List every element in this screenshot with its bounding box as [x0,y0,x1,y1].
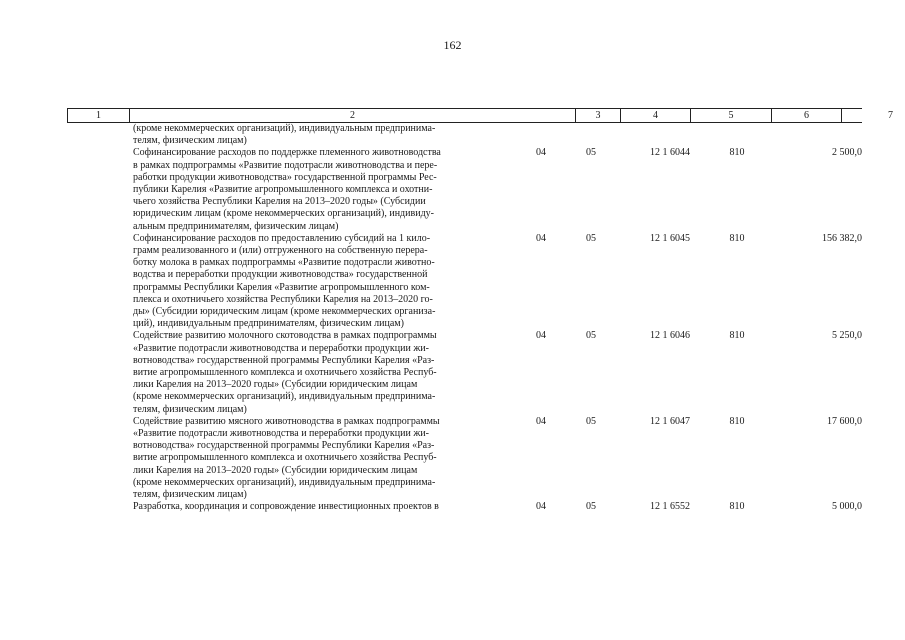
table-header [67,108,893,123]
header-col-2: 2 [129,109,575,122]
row-subsection-code: 05 [586,330,596,342]
row-amount: 156 382,0 [822,232,862,244]
row-description: (кроме некоммерческих организаций), индивидуальным предпринима- телям, физическим лицам) [133,123,436,147]
table-row [67,233,862,331]
table-row [67,123,862,147]
row-target-code: 12 1 6046 [650,330,690,342]
row-description: Софинансирование расходов по поддержке племенного животноводства в рамках подпрограммы «Развитие подотрасли животноводства и пере- работки продукции животноводства» государственной программы Рес- публики Карелия «Развитие агропромышленного комплекса и охотни- чьего хозяйства Республики Карелия на 2013–2020 годы» (Субсидии юридическим лицам (кроме некоммерческих организаций), индивиду- альным предпринимателям, физическим лицам) [133,147,441,232]
row-section-code: 04 [536,232,546,244]
row-section-code: 04 [536,330,546,342]
budget-table [67,108,893,514]
row-target-code: 12 1 6044 [650,147,690,159]
row-section-code: 04 [536,147,546,159]
page-number: 162 [443,38,462,52]
table-row [67,147,862,232]
table-row [67,501,862,513]
row-amount: 5 000,0 [832,501,862,513]
row-expense-type: 810 [729,501,745,513]
row-target-code: 12 1 6045 [650,232,690,244]
row-description: Разработка, координация и сопровождение инвестиционных проектов в [133,501,439,513]
row-section-code: 04 [536,501,546,513]
row-description: Содействие развитию мясного животноводства в рамках подпрограммы «Развитие подотрасли животноводства и переработки продукции жи- вотноводства» государственной программы Республики Карелия «Раз- витие агропромышленного комплекса и охотничьего хозяйства Респуб- лики Карелия на 2013–2020 годы» (Субсидии юридическим лицам (кроме некоммерческих организаций), индивидуальным предпринима- телям, физическим лицам) [133,415,440,501]
row-expense-type: 810 [729,330,745,342]
table-row [67,330,862,415]
row-amount: 2 500,0 [832,147,862,159]
row-target-code: 12 1 6047 [650,415,690,427]
table-row [67,416,862,501]
row-expense-type: 810 [729,147,745,159]
table-body [67,123,862,514]
header-col-1: 1 [67,109,129,122]
row-expense-type: 810 [729,415,745,427]
header-col-7-label: 7 [888,110,893,121]
header-col-7 [841,109,893,122]
row-section-code: 04 [536,415,546,427]
row-amount: 5 250,0 [832,330,862,342]
row-description: Содействие развитию молочного скотоводства в рамках подпрограммы «Развитие подотрасли животноводства и переработки продукции жи- вотноводства» государственной программы Республики Карелия «Раз- витие агропромышленного комплекса и охотничьего хозяйства Респуб- лики Карелия на 2013–2020 годы» (Субсидии юридическим лицам (кроме некоммерческих организаций), индивидуальным предпринима- телям, физическим лицам) [133,330,437,415]
header-col-6: 6 [771,109,841,122]
row-subsection-code: 05 [586,415,596,427]
row-subsection-code: 05 [586,501,596,513]
row-description: Софинансирование расходов по предоставлению субсидий на 1 кило- грамм реализованного и (или) отгруженного на собственную перера- ботку молока в рамках подпрограммы «Развитие подотрасли животно- водства и переработки продукции животноводства» государственной программы Республики Карелия «Развитие агропромышленного ком- плекса и охотничьего хозяйства Республики Карелия на 2013–2020 го- ды» (Субсидии юридическим лицам (кроме некоммерческих организа- ций), индивидуальным предпринимателям, физическим лицам) [133,232,436,330]
row-target-code: 12 1 6552 [650,501,690,513]
row-subsection-code: 05 [586,147,596,159]
header-col-4: 4 [620,109,690,122]
row-subsection-code: 05 [586,232,596,244]
row-amount: 17 600,0 [827,415,862,427]
row-expense-type: 810 [729,232,745,244]
header-col-3: 3 [575,109,620,122]
header-col-5: 5 [690,109,771,122]
